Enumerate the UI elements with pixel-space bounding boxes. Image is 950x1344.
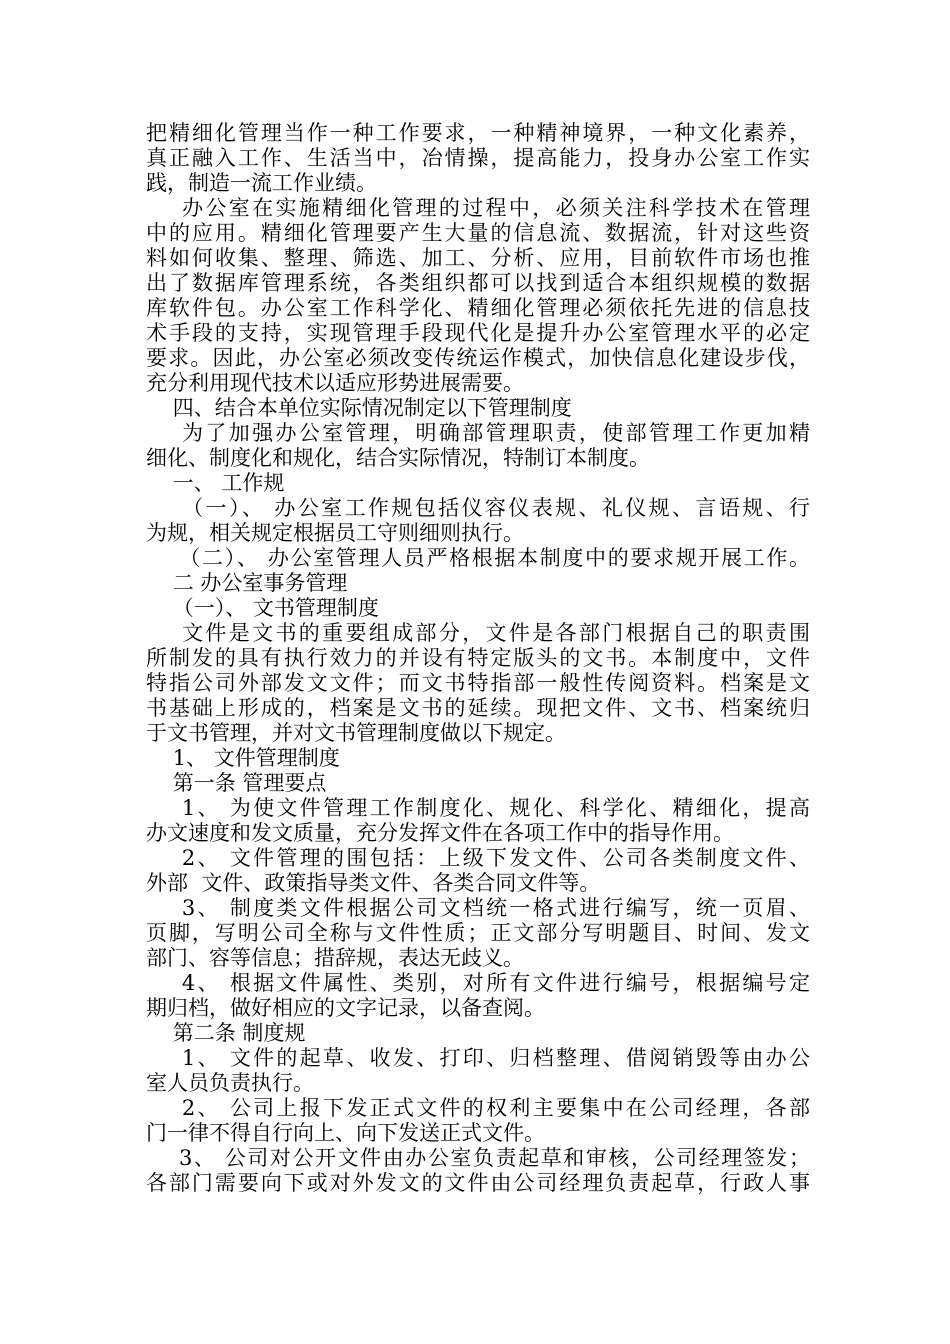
text-line: 料如何收集、整理、筛选、加工、分析、应用，目前软件市场也推 (146, 246, 810, 270)
text-line: 库软件包。办公室工作科学化、精细化管理必须依托先进的信息技 (146, 296, 810, 320)
text-line: 2、 公司上报下发正式文件的权利主要集中在公司经理，各部 (146, 1096, 810, 1120)
text-line: 各部门需要向下或对外发文的文件由公司经理负责起草，行政人事 (146, 1171, 810, 1195)
section-heading: 四、结合本单位实际情况制定以下管理制度 (146, 396, 572, 420)
text-line: 细化、制度化和规化，结合实际情况，特制订本制度。 (146, 446, 650, 470)
section-heading: （一）、 文书管理制度 (146, 596, 379, 620)
text-line: 办公室在实施精细化管理的过程中，必须关注科学技术在管理 (146, 196, 810, 220)
text-line: 出了数据库管理系统，各类组织都可以找到适合本组织规模的数据 (146, 271, 810, 295)
text-line: 充分利用现代技术以适应形势进展需要。 (146, 371, 524, 395)
text-line: （二）、 办公室管理人员严格根据本制度中的要求规开展工作。 (146, 546, 810, 570)
text-line: 部门、容等信息；措辞规，表达无歧义。 (146, 946, 524, 970)
text-line: 术手段的支持，实现管理手段现代化是提升办公室管理水平的必定 (146, 321, 810, 345)
article-heading: 第二条 制度规 (146, 1021, 306, 1045)
text-line: 文件是文书的重要组成部分，文件是各部门根据自己的职责围 (146, 621, 810, 645)
text-line: 书基础上形成的，档案是文书的延续。现把文件、文书、档案统归 (146, 696, 810, 720)
text-line: 真正融入工作、生活当中，冶情操，提高能力，投身办公室工作实 (146, 146, 810, 170)
text-line: 所制发的具有执行效力的并设有特定版头的文书。本制度中，文件 (146, 646, 810, 670)
text-line: 于文书管理，并对文书管理制度做以下规定。 (146, 721, 566, 745)
section-heading: 1、 文件管理制度 (146, 746, 340, 770)
text-line: 3、 公司对公开文件由办公室负责起草和审核，公司经理签发； (146, 1146, 810, 1170)
text-line: 1、 文件的起草、收发、打印、归档整理、借阅销毁等由办公 (146, 1046, 810, 1070)
text-line: 室人员负责执行。 (146, 1071, 314, 1095)
section-heading: 一、 工作规 (146, 471, 285, 495)
text-line: 践，制造一流工作业绩。 (146, 171, 377, 195)
section-heading: 二 办公室事务管理 (146, 571, 348, 595)
text-line: 门一律不得自行向上、向下发送正式文件。 (146, 1121, 545, 1145)
text-line: 办文速度和发文质量，充分发挥文件在各项工作中的指导作用。 (146, 821, 734, 845)
text-line: 1、 为使文件管理工作制度化、规化、科学化、精细化，提高 (146, 796, 810, 820)
text-line: 把精细化管理当作一种工作要求，一种精神境界，一种文化素养， (146, 121, 810, 145)
text-line: 外部 文件、政策指导类文件、各类合同文件等。 (146, 871, 601, 895)
text-line: 为了加强办公室管理，明确部管理职责，使部管理工作更加精 (146, 421, 810, 445)
text-line: 期归档，做好相应的文字记录，以备查阅。 (146, 996, 545, 1020)
text-line: 页脚，写明公司全称与文件性质；正文部分写明题目、时间、发文 (146, 921, 810, 945)
text-line: 为规，相关规定根据员工守则细则执行。 (146, 521, 524, 545)
text-line: （一）、 办公室工作规包括仪容仪表规、礼仪规、言语规、行 (146, 496, 810, 520)
text-line: 要求。因此，办公室必须改变传统运作模式，加快信息化建设步伐， (146, 346, 810, 370)
text-line: 特指公司外部发文文件；而文书特指部一般性传阅资料。档案是文 (146, 671, 810, 695)
text-line: 中的应用。精细化管理要产生大量的信息流、数据流，针对这些资 (146, 221, 810, 245)
text-line: 2、 文件管理的围包括：上级下发文件、公司各类制度文件、 (146, 846, 810, 870)
article-heading: 第一条 管理要点 (146, 771, 327, 795)
document-body (146, 121, 810, 1196)
text-line: 4、 根据文件属性、类别，对所有文件进行编号，根据编号定 (146, 971, 810, 995)
text-line: 3、 制度类文件根据公司文档统一格式进行编写，统一页眉、 (146, 896, 810, 920)
